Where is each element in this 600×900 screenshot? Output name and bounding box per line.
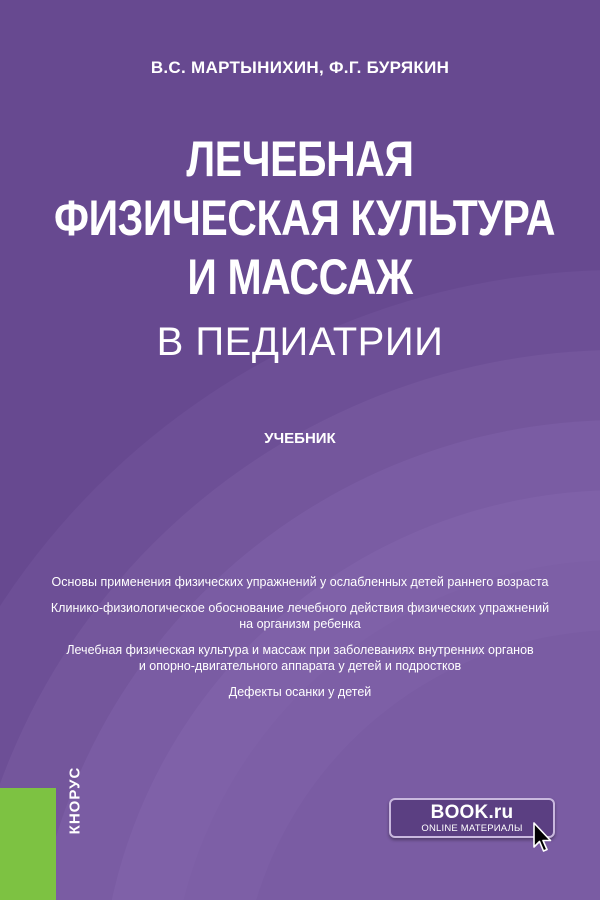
publisher-accent-bar bbox=[0, 788, 56, 900]
topic-item bbox=[0, 642, 600, 674]
topic-line: Клинико-физиологическое обоснование лечебного действия физических упражнений bbox=[50, 601, 550, 615]
bookru-subtitle: ONLINE МАТЕРИАЛЫ bbox=[421, 823, 523, 834]
topic-item bbox=[0, 600, 600, 632]
book-type: УЧЕБНИК bbox=[264, 430, 336, 447]
authors: В.С. МАРТЫНИХИН, Ф.Г. БУРЯКИН bbox=[150, 58, 450, 77]
title-line: ЛЕЧЕБНАЯ bbox=[186, 131, 414, 187]
topic-item bbox=[0, 684, 600, 700]
bookru-brand: BOOK.ru bbox=[430, 802, 514, 823]
bookru-online-button[interactable] bbox=[389, 798, 555, 838]
book-subtitle: В ПЕДИАТРИИ bbox=[156, 320, 444, 364]
publisher-logo bbox=[58, 760, 92, 840]
topics-list bbox=[0, 574, 600, 710]
topic-line: Лечебная физическая культура и массаж при заболеваниях внутренних органов bbox=[66, 643, 534, 657]
topic-line: и опорно-двигательного аппарата у детей и подростков bbox=[138, 659, 462, 673]
topic-line: Основы применения физических упражнений у ослабленных детей раннего возраста bbox=[51, 575, 549, 589]
mouse-cursor-icon bbox=[532, 822, 552, 854]
topic-item bbox=[0, 574, 600, 590]
publisher-name: КНОРУС bbox=[66, 766, 84, 834]
title-line: И МАССАЖ bbox=[187, 249, 413, 305]
topic-line: Дефекты осанки у детей bbox=[228, 685, 372, 699]
title-line: ФИЗИЧЕСКАЯ КУЛЬТУРА bbox=[54, 190, 556, 246]
topic-line: на организм ребенка bbox=[239, 617, 361, 631]
book-title bbox=[54, 130, 556, 307]
